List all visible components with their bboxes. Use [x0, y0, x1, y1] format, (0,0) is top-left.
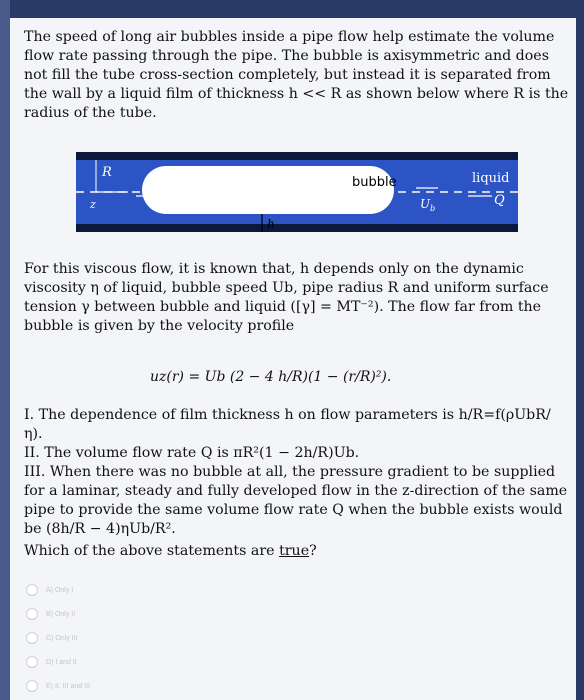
- option-label: D) I and II: [46, 658, 77, 666]
- velocity-profile-formula: [150, 353, 470, 399]
- radio-circle-icon[interactable]: [26, 680, 38, 692]
- question-suffix: ?: [309, 543, 317, 559]
- statement-1: I. The dependence of film thickness h on flow parameters is h/R=f(ρUbR/η).: [24, 407, 551, 442]
- radio-circle-icon[interactable]: [26, 632, 38, 644]
- pipe-wall-bottom: [76, 224, 518, 232]
- pipe-wall-top: [76, 152, 518, 160]
- statement-2: II. The volume flow rate Q is πR²(1 − 2h/R)Ub.: [24, 445, 360, 461]
- bubble-shape: [142, 166, 394, 214]
- option-label: E) II, III and III: [46, 682, 90, 690]
- bubble-pipe-diagram: [76, 152, 518, 236]
- flow-description-paragraph: For this viscous flow, it is known that, h depends only on the dynamic viscosity η of liquid, bubble speed Ub, pipe radius R and uniform surface tension γ between bubble and liquid ([γ] = MT⁻²). The flow far from the bubble is given by the velocity profile: [24, 261, 549, 334]
- radio-circle-icon[interactable]: [26, 608, 38, 620]
- option-a[interactable]: [26, 578, 90, 602]
- radio-circle-icon[interactable]: [26, 656, 38, 668]
- option-label: B) Only II: [46, 610, 76, 618]
- option-c[interactable]: [26, 626, 90, 650]
- screen-frame: [0, 0, 10, 700]
- label-U: $U_b$: [420, 197, 436, 213]
- option-label: C) Only III: [46, 634, 78, 642]
- label-U-sub: b: [430, 204, 436, 213]
- label-bubble: bubble: [352, 175, 397, 190]
- option-e[interactable]: [26, 674, 90, 698]
- label-Q-left: Q: [162, 193, 173, 208]
- question-emphasis: true: [279, 543, 310, 559]
- label-z: z: [90, 198, 96, 211]
- question-text: [24, 542, 317, 561]
- label-Q-right: Q: [494, 193, 505, 208]
- radio-circle-icon[interactable]: [26, 584, 38, 596]
- statement-3: III. When there was no bubble at all, the pressure gradient to be supplied for a laminar, steady and fully developed flow in the z-direction of the same pipe to provide the same volume flow rate Q when the bubble exists would be (8h/R − 4)ηUb/R².: [24, 464, 568, 537]
- option-b[interactable]: [26, 602, 90, 626]
- formula-text: uz(r) = Ub (2 − 4 h/R)(1 − (r/R)²).: [150, 369, 392, 385]
- option-label: A) Only I: [46, 586, 74, 594]
- answer-options: [26, 578, 90, 698]
- label-R: R: [102, 165, 112, 180]
- label-liquid: liquid: [472, 171, 510, 186]
- option-d[interactable]: [26, 650, 90, 674]
- question-card: [10, 18, 576, 700]
- intro-paragraph: The speed of long air bubbles inside a pipe flow help estimate the volume flow rate passing through the pipe. The bubble is axisymmetric and does not fill the tube cross-section completely, but instead it is separated from the wall by a liquid film of thickness h << R as shown below where R is the radius of the tube.: [24, 29, 569, 121]
- label-h: h: [267, 217, 275, 231]
- statements-list: [24, 406, 569, 539]
- question-prefix: Which of the above statements are: [24, 543, 280, 559]
